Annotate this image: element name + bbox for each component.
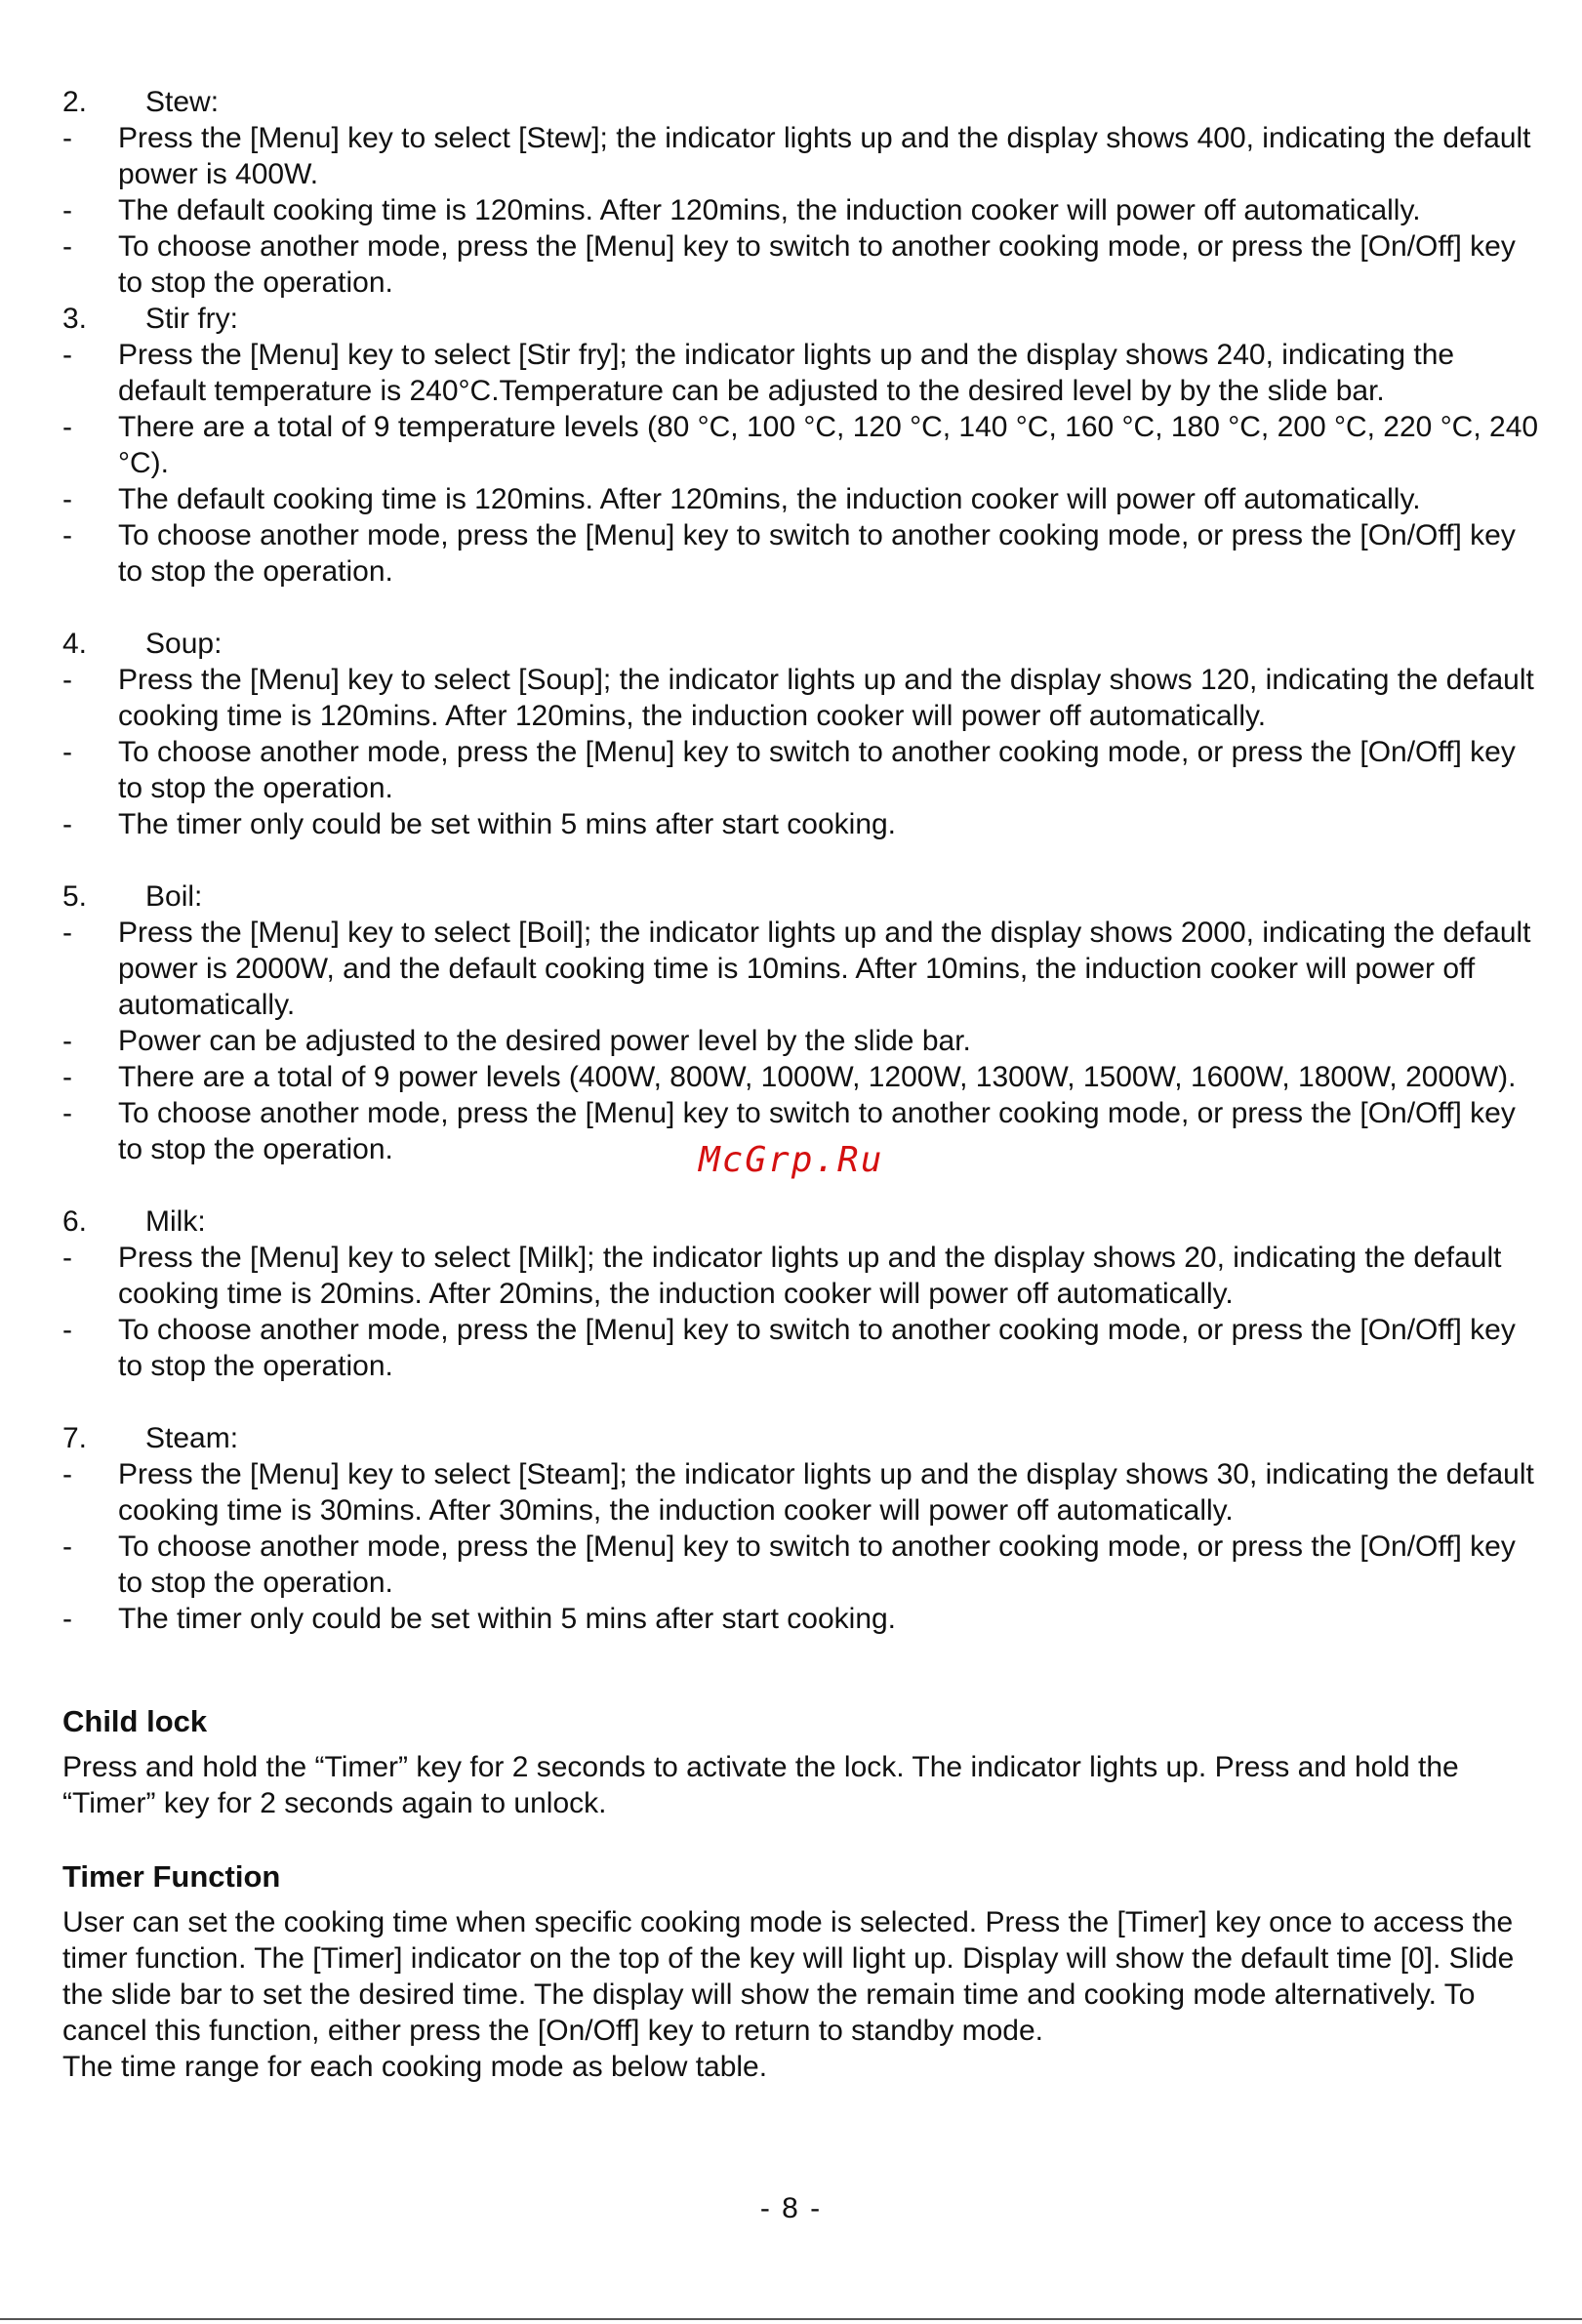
list-item bbox=[62, 1601, 1546, 1637]
mode-heading bbox=[62, 1420, 1546, 1456]
bullet-text: There are a total of 9 temperature levels (80 °C, 100 °C, 120 °C, 140 °C, 160 °C, 180 °C, 200 °C, 220 °C, 240 °C). bbox=[118, 411, 1539, 479]
bullet-dash: - bbox=[62, 1242, 72, 1274]
bullet-text: Press the [Menu] key to select [Boil]; the indicator lights up and the display shows 2000, indicating the default power is 2000W, and the default cooking time is 10mins. After 10mins, the induction cooker will power off automatically. bbox=[118, 917, 1531, 1021]
list-item bbox=[62, 1312, 1546, 1384]
bullet-dash: - bbox=[62, 1603, 72, 1635]
bullet-dash: - bbox=[62, 194, 72, 226]
list-item bbox=[62, 1456, 1546, 1529]
bullet-text: Press the [Menu] key to select [Milk]; the indicator lights up and the display shows 20, indicating the default cooking time is 20mins. After 20mins, the induction cooker will power off automatically. bbox=[118, 1242, 1502, 1310]
mode-milk bbox=[62, 1203, 1546, 1384]
spacer bbox=[62, 1637, 1546, 1673]
mode-heading bbox=[62, 878, 1546, 915]
list-item bbox=[62, 1023, 1546, 1059]
mode-stir-fry bbox=[62, 301, 1546, 590]
list-item bbox=[62, 337, 1546, 409]
timer-function-table-note: The time range for each cooking mode as below table. bbox=[62, 2051, 768, 2083]
page-number: - 8 - bbox=[759, 2192, 823, 2224]
bullet-dash: - bbox=[62, 122, 72, 154]
bullet-text: Power can be adjusted to the desired power level by the slide bar. bbox=[118, 1025, 971, 1057]
bullet-dash: - bbox=[62, 1097, 72, 1129]
list-item bbox=[62, 409, 1546, 481]
bullet-text: The default cooking time is 120mins. After 120mins, the induction cooker will power off automatically. bbox=[118, 194, 1421, 226]
bullet-list bbox=[62, 662, 1546, 842]
page-edge-divider bbox=[0, 2318, 1582, 2320]
bullet-text: There are a total of 9 power levels (400W, 800W, 1000W, 1200W, 1300W, 1500W, 1600W, 1800W, 2000W). bbox=[118, 1061, 1517, 1093]
bullet-text: To choose another mode, press the [Menu] key to switch to another cooking mode, or press the [On/Off] key to stop the operation. bbox=[118, 1530, 1516, 1599]
list-item bbox=[62, 915, 1546, 1023]
bullet-text: The timer only could be set within 5 mins after start cooking. bbox=[118, 808, 897, 840]
bullet-dash: - bbox=[62, 917, 72, 949]
bullet-list bbox=[62, 120, 1546, 301]
mode-boil bbox=[62, 878, 1546, 1167]
list-item bbox=[62, 1240, 1546, 1312]
bullet-dash: - bbox=[62, 808, 72, 840]
watermark: McGrp.Ru bbox=[699, 1140, 884, 1180]
bullet-text: The timer only could be set within 5 mins after start cooking. bbox=[118, 1603, 897, 1635]
mode-title: Steam: bbox=[145, 1422, 239, 1454]
bullet-dash: - bbox=[62, 339, 72, 371]
list-item bbox=[62, 517, 1546, 590]
mode-heading bbox=[62, 1203, 1546, 1240]
spacer bbox=[62, 842, 1546, 878]
mode-number: 4. bbox=[62, 628, 88, 660]
mode-title: Stew: bbox=[145, 86, 220, 118]
list-item bbox=[62, 806, 1546, 842]
bullet-list bbox=[62, 1240, 1546, 1384]
child-lock-text: Press and hold the “Timer” key for 2 seconds to activate the lock. The indicator lights up. Press and hold the “Timer” key for 2 seconds again to unlock. bbox=[62, 1751, 1459, 1819]
mode-number: 2. bbox=[62, 86, 88, 118]
bullet-list bbox=[62, 1456, 1546, 1637]
mode-number: 3. bbox=[62, 303, 88, 335]
mode-number: 7. bbox=[62, 1422, 88, 1454]
list-item bbox=[62, 662, 1546, 734]
spacer bbox=[62, 1821, 1546, 1857]
child-lock-heading: Child lock bbox=[62, 1704, 208, 1738]
list-item bbox=[62, 120, 1546, 192]
bullet-text: To choose another mode, press the [Menu] key to switch to another cooking mode, or press the [On/Off] key to stop the operation. bbox=[118, 1097, 1516, 1165]
bullet-list bbox=[62, 337, 1546, 590]
mode-steam bbox=[62, 1420, 1546, 1637]
bullet-text: To choose another mode, press the [Menu] key to switch to another cooking mode, or press the [On/Off] key to stop the operation. bbox=[118, 519, 1516, 588]
mode-title: Soup: bbox=[145, 628, 223, 660]
bullet-dash: - bbox=[62, 483, 72, 515]
bullet-dash: - bbox=[62, 230, 72, 263]
bullet-dash: - bbox=[62, 1314, 72, 1346]
bullet-dash: - bbox=[62, 736, 72, 768]
bullet-dash: - bbox=[62, 411, 72, 443]
mode-heading bbox=[62, 84, 1546, 120]
list-item bbox=[62, 1529, 1546, 1601]
timer-function-heading: Timer Function bbox=[62, 1859, 281, 1894]
child-lock-section bbox=[62, 1702, 1546, 1821]
bullet-dash: - bbox=[62, 519, 72, 551]
bullet-list bbox=[62, 915, 1546, 1167]
list-item bbox=[62, 481, 1546, 517]
spacer bbox=[62, 590, 1546, 626]
mode-soup bbox=[62, 626, 1546, 842]
mode-number: 5. bbox=[62, 880, 88, 913]
timer-function-text: User can set the cooking time when specific cooking mode is selected. Press the [Timer] key once to access the timer function. The [Timer] indicator on the top of the key will light up. Display will show the default time [0]. Slide the slide bar to set the desired time. The display will show the remain time and cooking mode alternatively. To cancel this function, either press the [On/Off] key to return to standby mode. bbox=[62, 1906, 1515, 2047]
bullet-text: Press the [Menu] key to select [Soup]; the indicator lights up and the display shows 120, indicating the default cooking time is 120mins. After 120mins, the induction cooker will power off automatically. bbox=[118, 664, 1534, 732]
mode-title: Milk: bbox=[145, 1205, 206, 1238]
bullet-dash: - bbox=[62, 1061, 72, 1093]
list-item bbox=[62, 734, 1546, 806]
mode-stew bbox=[62, 84, 1546, 301]
bullet-text: The default cooking time is 120mins. After 120mins, the induction cooker will power off automatically. bbox=[118, 483, 1421, 515]
mode-title: Stir fry: bbox=[145, 303, 238, 335]
mode-title: Boil: bbox=[145, 880, 203, 913]
bullet-text: Press the [Menu] key to select [Stew]; the indicator lights up and the display shows 400, indicating the default power is 400W. bbox=[118, 122, 1531, 190]
bullet-text: Press the [Menu] key to select [Stir fry]; the indicator lights up and the display shows 240, indicating the default temperature is 240°C.Temperature can be adjusted to the desired level by by the slide bar. bbox=[118, 339, 1455, 407]
list-item bbox=[62, 1059, 1546, 1095]
mode-heading bbox=[62, 626, 1546, 662]
mode-heading bbox=[62, 301, 1546, 337]
bullet-dash: - bbox=[62, 1458, 72, 1490]
bullet-text: To choose another mode, press the [Menu] key to switch to another cooking mode, or press the [On/Off] key to stop the operation. bbox=[118, 736, 1516, 804]
bullet-dash: - bbox=[62, 664, 72, 696]
bullet-text: To choose another mode, press the [Menu] key to switch to another cooking mode, or press the [On/Off] key to stop the operation. bbox=[118, 1314, 1516, 1382]
list-item bbox=[62, 228, 1546, 301]
page-content bbox=[62, 84, 1546, 2085]
spacer bbox=[62, 1384, 1546, 1420]
bullet-dash: - bbox=[62, 1025, 72, 1057]
mode-number: 6. bbox=[62, 1205, 88, 1238]
bullet-text: Press the [Menu] key to select [Steam]; the indicator lights up and the display shows 30, indicating the default cooking time is 30mins. After 30mins, the induction cooker will power off automatically. bbox=[118, 1458, 1534, 1527]
bullet-text: To choose another mode, press the [Menu] key to switch to another cooking mode, or press the [On/Off] key to stop the operation. bbox=[118, 230, 1516, 299]
timer-function-section bbox=[62, 1857, 1546, 2085]
list-item bbox=[62, 192, 1546, 228]
bullet-dash: - bbox=[62, 1530, 72, 1563]
